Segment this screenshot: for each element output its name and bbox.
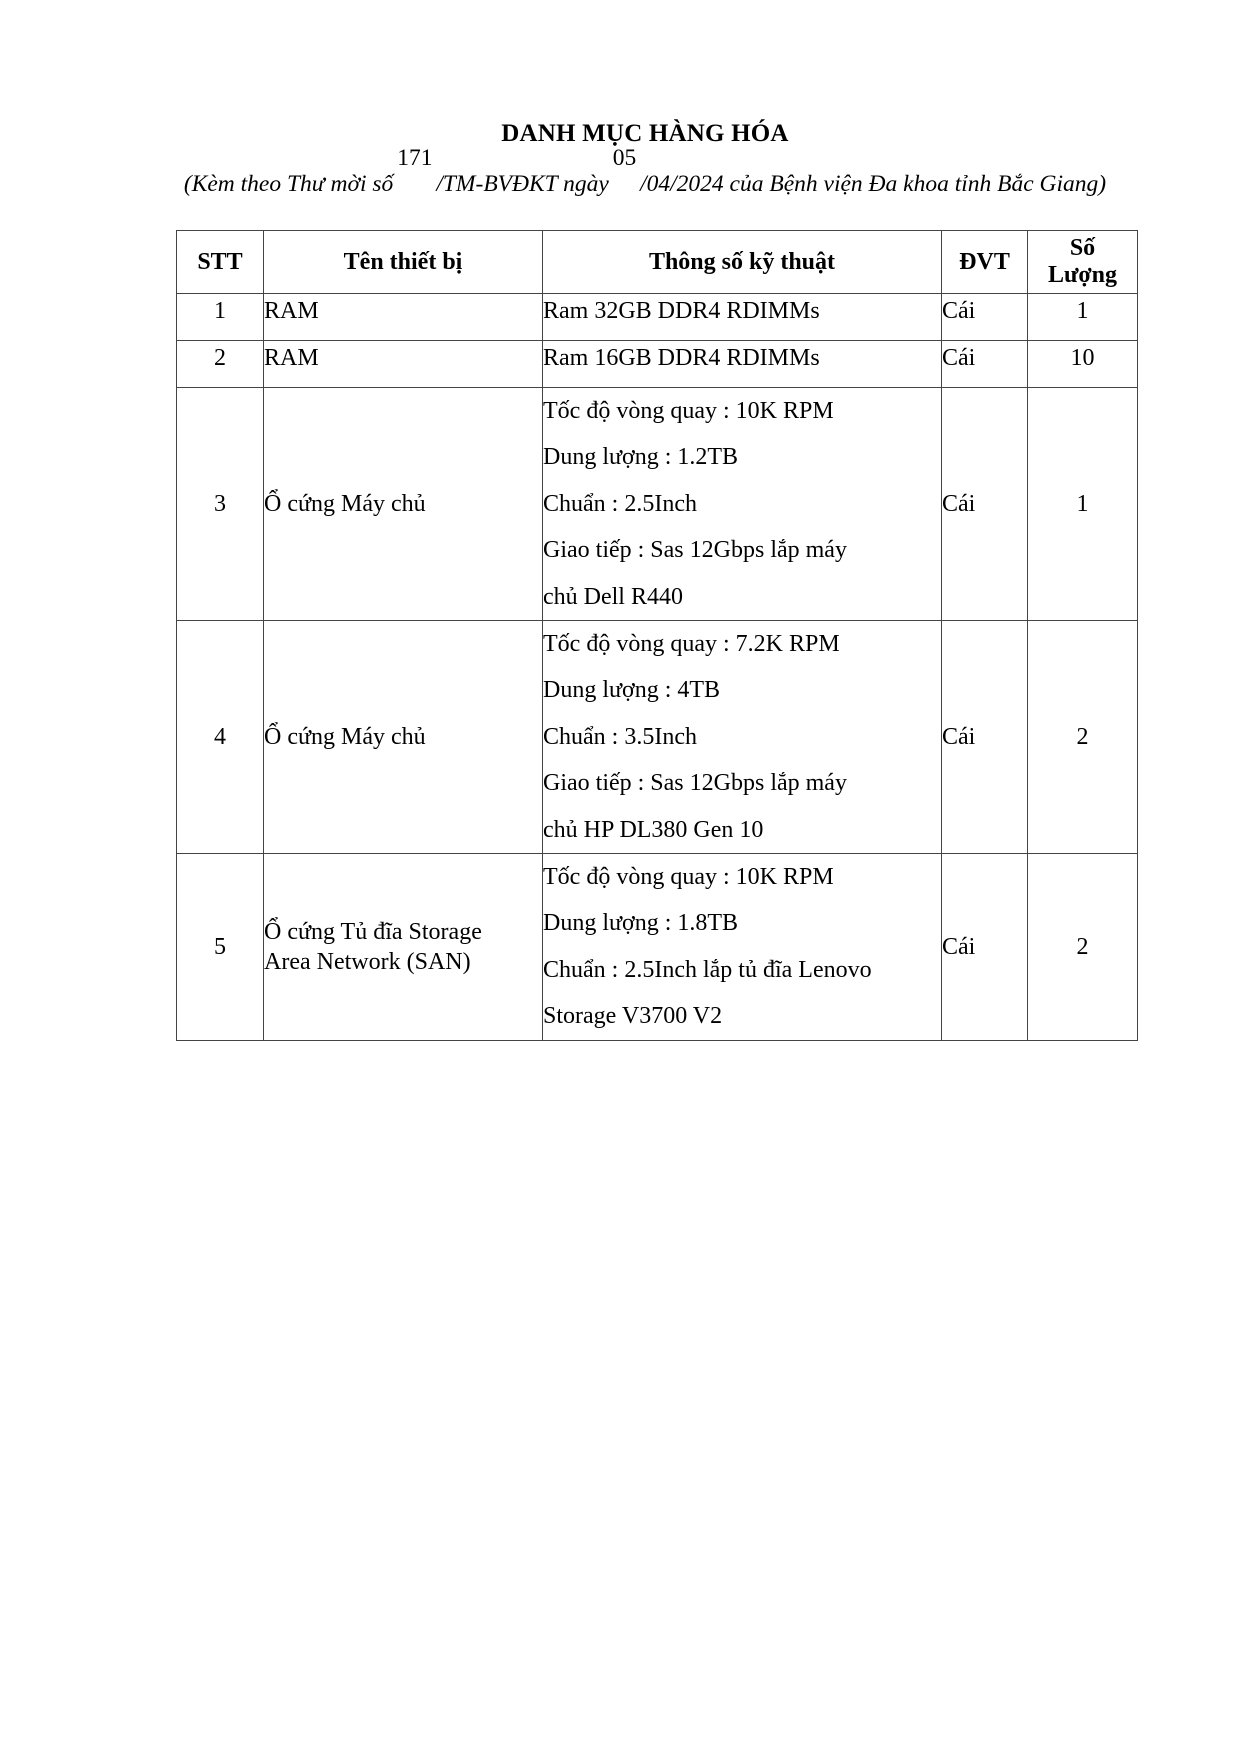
- cell-qty: 1: [1028, 294, 1138, 341]
- letter-number: 171: [397, 145, 433, 171]
- spec-line: chủ Dell R440: [543, 583, 683, 610]
- cell-spec: [543, 854, 942, 1041]
- spec-line: Giao tiếp : Sas 12Gbps lắp máy: [543, 770, 847, 797]
- header-unit: ĐVT: [942, 231, 1028, 294]
- spec-line: Dung lượng : 1.8TB: [543, 910, 739, 937]
- cell-stt: 3: [177, 388, 264, 621]
- cell-qty: 1: [1028, 388, 1138, 621]
- document-subtitle: [0, 145, 1241, 208]
- cell-stt: 2: [177, 341, 264, 388]
- table-row: [177, 294, 1138, 341]
- cell-name: Ổ cứng Máy chủ: [264, 621, 543, 854]
- subtitle-middle: /TM-BVĐKT ngày: [436, 171, 609, 197]
- cell-spec: [543, 341, 942, 388]
- letter-day: 05: [612, 145, 637, 171]
- cell-stt: 1: [177, 294, 264, 341]
- spec-line: chủ HP DL380 Gen 10: [543, 816, 764, 843]
- table-header-row: [177, 231, 1138, 294]
- header-qty: [1028, 231, 1138, 294]
- cell-unit: Cái: [942, 854, 1028, 1041]
- table-row: [177, 341, 1138, 388]
- spec-line: Tốc độ vòng quay : 7.2K RPM: [543, 631, 840, 658]
- cell-spec: [543, 388, 942, 621]
- table-row: [177, 854, 1138, 1041]
- spec-line: Tốc độ vòng quay : 10K RPM: [543, 864, 834, 891]
- cell-qty: 2: [1028, 854, 1138, 1041]
- cell-name: Ổ cứng Máy chủ: [264, 388, 543, 621]
- name-line: Area Network (SAN): [264, 948, 471, 975]
- name-line: Ổ cứng Tủ đĩa Storage: [264, 918, 482, 945]
- spec-line: Ram 32GB DDR4 RDIMMs: [543, 298, 820, 324]
- cell-name: RAM: [264, 341, 543, 388]
- goods-table: [176, 230, 1138, 1041]
- subtitle-suffix: /04/2024 của Bệnh viện Đa khoa tỉnh Bắc Giang): [640, 171, 1107, 197]
- cell-spec: [543, 621, 942, 854]
- spec-line: Tốc độ vòng quay : 10K RPM: [543, 398, 834, 424]
- document-title: DANH MỤC HÀNG HÓA: [501, 120, 789, 147]
- spec-line: Giao tiếp : Sas 12Gbps lắp máy: [543, 537, 847, 564]
- cell-name: [264, 854, 543, 1041]
- spec-line: Ram 16GB DDR4 RDIMMs: [543, 345, 820, 371]
- cell-unit: Cái: [942, 341, 1028, 388]
- cell-spec: [543, 294, 942, 341]
- cell-qty: 2: [1028, 621, 1138, 854]
- cell-stt: 5: [177, 854, 264, 1041]
- cell-qty: 10: [1028, 341, 1138, 388]
- cell-unit: Cái: [942, 621, 1028, 854]
- subtitle-prefix: (Kèm theo Thư mời số: [183, 171, 394, 197]
- spec-line: Dung lượng : 4TB: [543, 677, 721, 704]
- header-name: Tên thiết bị: [264, 231, 543, 294]
- spec-line: Storage V3700 V2: [543, 1003, 723, 1030]
- header-qty-line1: Số: [1069, 235, 1096, 261]
- spec-line: Chuẩn : 2.5Inch lắp tủ đĩa Lenovo: [543, 956, 872, 983]
- header-qty-line2: Lượng: [1047, 262, 1118, 288]
- table-row: [177, 388, 1138, 621]
- table-row: [177, 621, 1138, 854]
- spec-line: Chuẩn : 3.5Inch: [543, 723, 697, 750]
- cell-name: RAM: [264, 294, 543, 341]
- cell-unit: Cái: [942, 388, 1028, 621]
- header-spec: Thông số kỹ thuật: [543, 231, 942, 294]
- spec-line: Chuẩn : 2.5Inch: [543, 490, 697, 517]
- cell-stt: 4: [177, 621, 264, 854]
- spec-line: Dung lượng : 1.2TB: [543, 444, 739, 471]
- cell-unit: Cái: [942, 294, 1028, 341]
- header-stt: STT: [177, 231, 264, 294]
